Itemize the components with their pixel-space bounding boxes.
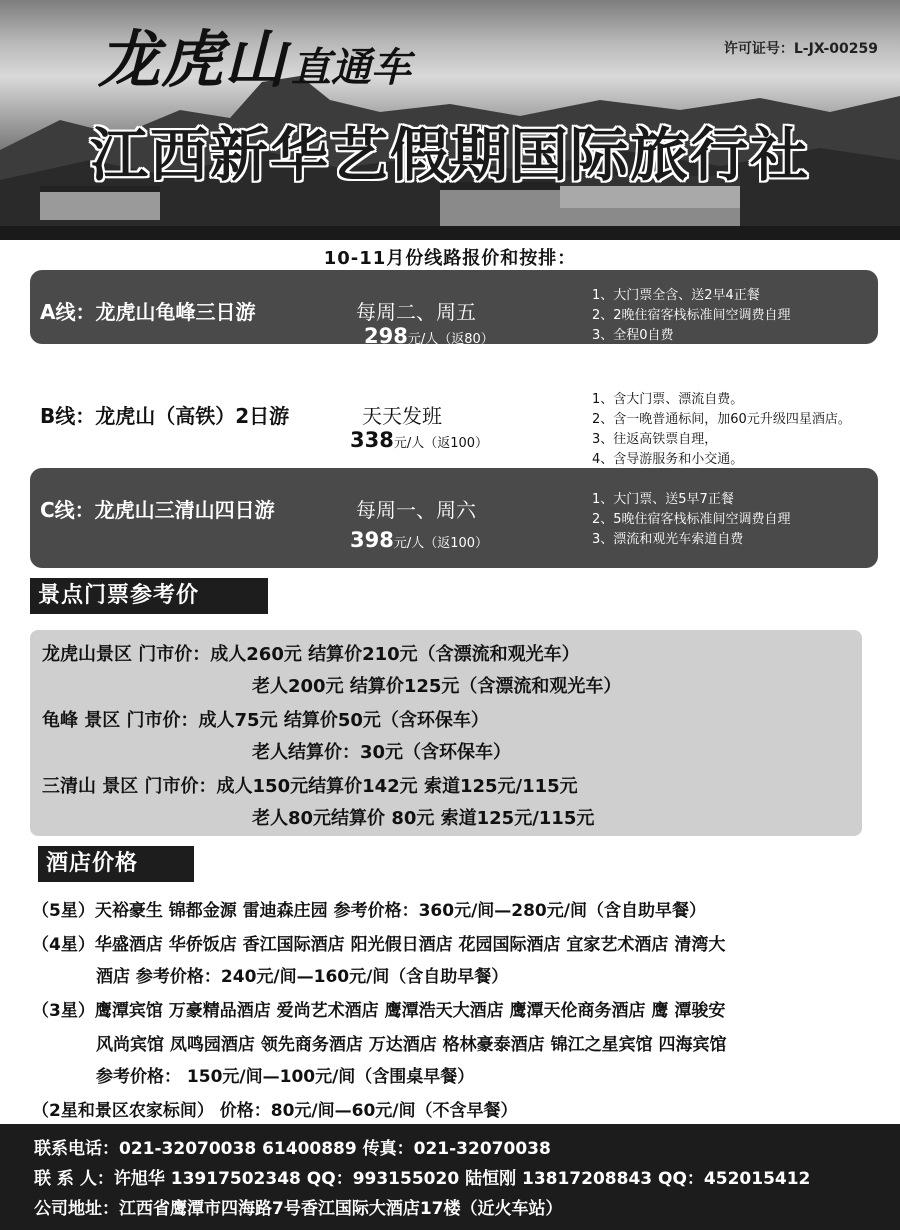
route-a-card [30,270,878,363]
note-item: 2、2晚住宿客栈标准间空调费自理 [592,308,791,323]
tickets-panel [30,630,862,836]
route-schedule: 每周二、周五 [356,300,476,324]
contact-phone: 联系电话：021-32070038 61400889 传真：021-32070038 [34,1139,551,1159]
price-unit: 元/人（返100） [393,436,489,451]
route-name: A线：龙虎山龟峰三日游 [40,300,256,324]
hotels-section-title: 酒店价格 [38,846,194,882]
price-unit: 元/人（返100） [393,536,489,551]
note-item: 1、大门票、送5早7正餐 [592,492,734,507]
note-item: 3、往返高铁票自理， [592,432,718,447]
tickets-section-title: 景点门票参考价 [30,578,268,614]
route-name: C线：龙虎山三清山四日游 [40,498,275,522]
ticket-line: 龟峰 景区 门市价：成人75元 结算价50元（含环保车） [42,710,489,731]
route-notes [592,390,851,470]
ticket-line: 老人80元结算价 80元 索道125元/115元 [252,808,595,829]
route-name: B线：龙虎山（高铁）2日游 [40,404,290,428]
route-price [350,528,488,552]
ticket-line: 老人200元 结算价125元（含漂流和观光车） [252,676,622,697]
hotel-line: 参考价格： 150元/间—100元/间（含围桌早餐） [96,1067,475,1087]
route-schedule: 每周一、周六 [356,498,476,522]
route-c-card [30,468,878,568]
contact-person: 联 系 人：许旭华 13917502348 QQ：993155020 陆恒刚 13817208843 QQ：452015412 [34,1169,811,1189]
route-notes [592,286,791,366]
hotel-line: （3星）鹰潭宾馆 万豪精品酒店 爱尚艺术酒店 鹰潭浩天大酒店 鹰潭天伦商务酒店 鹰 潭骏安 [32,1001,726,1021]
price-value: 298 [364,324,408,348]
price-value: 398 [350,528,394,552]
note-item: 3、漂流和观光车索道自费 [592,532,744,547]
ticket-line: 三清山 景区 门市价：成人150元结算价142元 索道125元/115元 [42,776,578,797]
note-item: 1、大门票全含、送2早4正餐 [592,288,760,303]
route-price [364,324,494,348]
note-item: 4、含导游服务和小交通。 [592,452,744,467]
price-unit: 元/人（返80） [407,332,494,347]
note-item: 2、含一晚普通标间，加60元升级四星酒店。 [592,412,851,427]
hotel-line: 酒店 参考价格：240元/间—160元/间（含自助早餐） [96,967,509,987]
route-price [350,428,488,452]
license-number: 许可证号：L-JX-00259 [723,41,878,57]
brand-main: 龙虎山 [98,23,288,96]
note-item: 1、含大门票、漂流自费。 [592,392,744,407]
contact-footer [0,1124,900,1230]
hotel-line: 风尚宾馆 凤鸣园酒店 领先商务酒店 万达酒店 格林豪泰酒店 锦江之星宾馆 四海宾馆 [96,1035,727,1055]
note-item: 4、凭身份证60周岁以上 [592,348,734,363]
note-item: 2、5晚住宿客栈标准间空调费自理 [592,512,791,527]
brand-sub: 直通车 [291,44,412,91]
route-notes [592,490,791,550]
route-b-card [30,374,878,467]
hotel-line: （2星和景区农家标间） 价格：80元/间—60元/间（不含早餐） [32,1101,518,1121]
agency-name: 江西新华艺假期国际旅行社 [89,121,810,189]
ticket-line: 老人结算价：30元（含环保车） [252,742,512,763]
hotel-line: （5星）天裕豪生 锦都金源 雷迪森庄园 参考价格：360元/间—280元/间（含自助早餐） [32,901,706,921]
note-item: 3、全程0自费 [592,328,674,343]
ticket-line: 龙虎山景区 门市价：成人260元 结算价210元（含漂流和观光车） [42,644,580,665]
routes-subtitle: 10-11月份线路报价和按排： [323,248,577,269]
price-value: 338 [350,428,394,452]
brand-title [98,10,411,99]
route-schedule: 天天发班 [362,404,442,428]
contact-address: 公司地址：江西省鹰潭市四海路7号香江国际大酒店17楼（近火车站） [34,1199,563,1219]
header-banner [0,0,900,240]
hotel-line: （4星）华盛酒店 华侨饭店 香江国际酒店 阳光假日酒店 花园国际酒店 宜家艺术酒店 清湾大 [32,935,726,955]
